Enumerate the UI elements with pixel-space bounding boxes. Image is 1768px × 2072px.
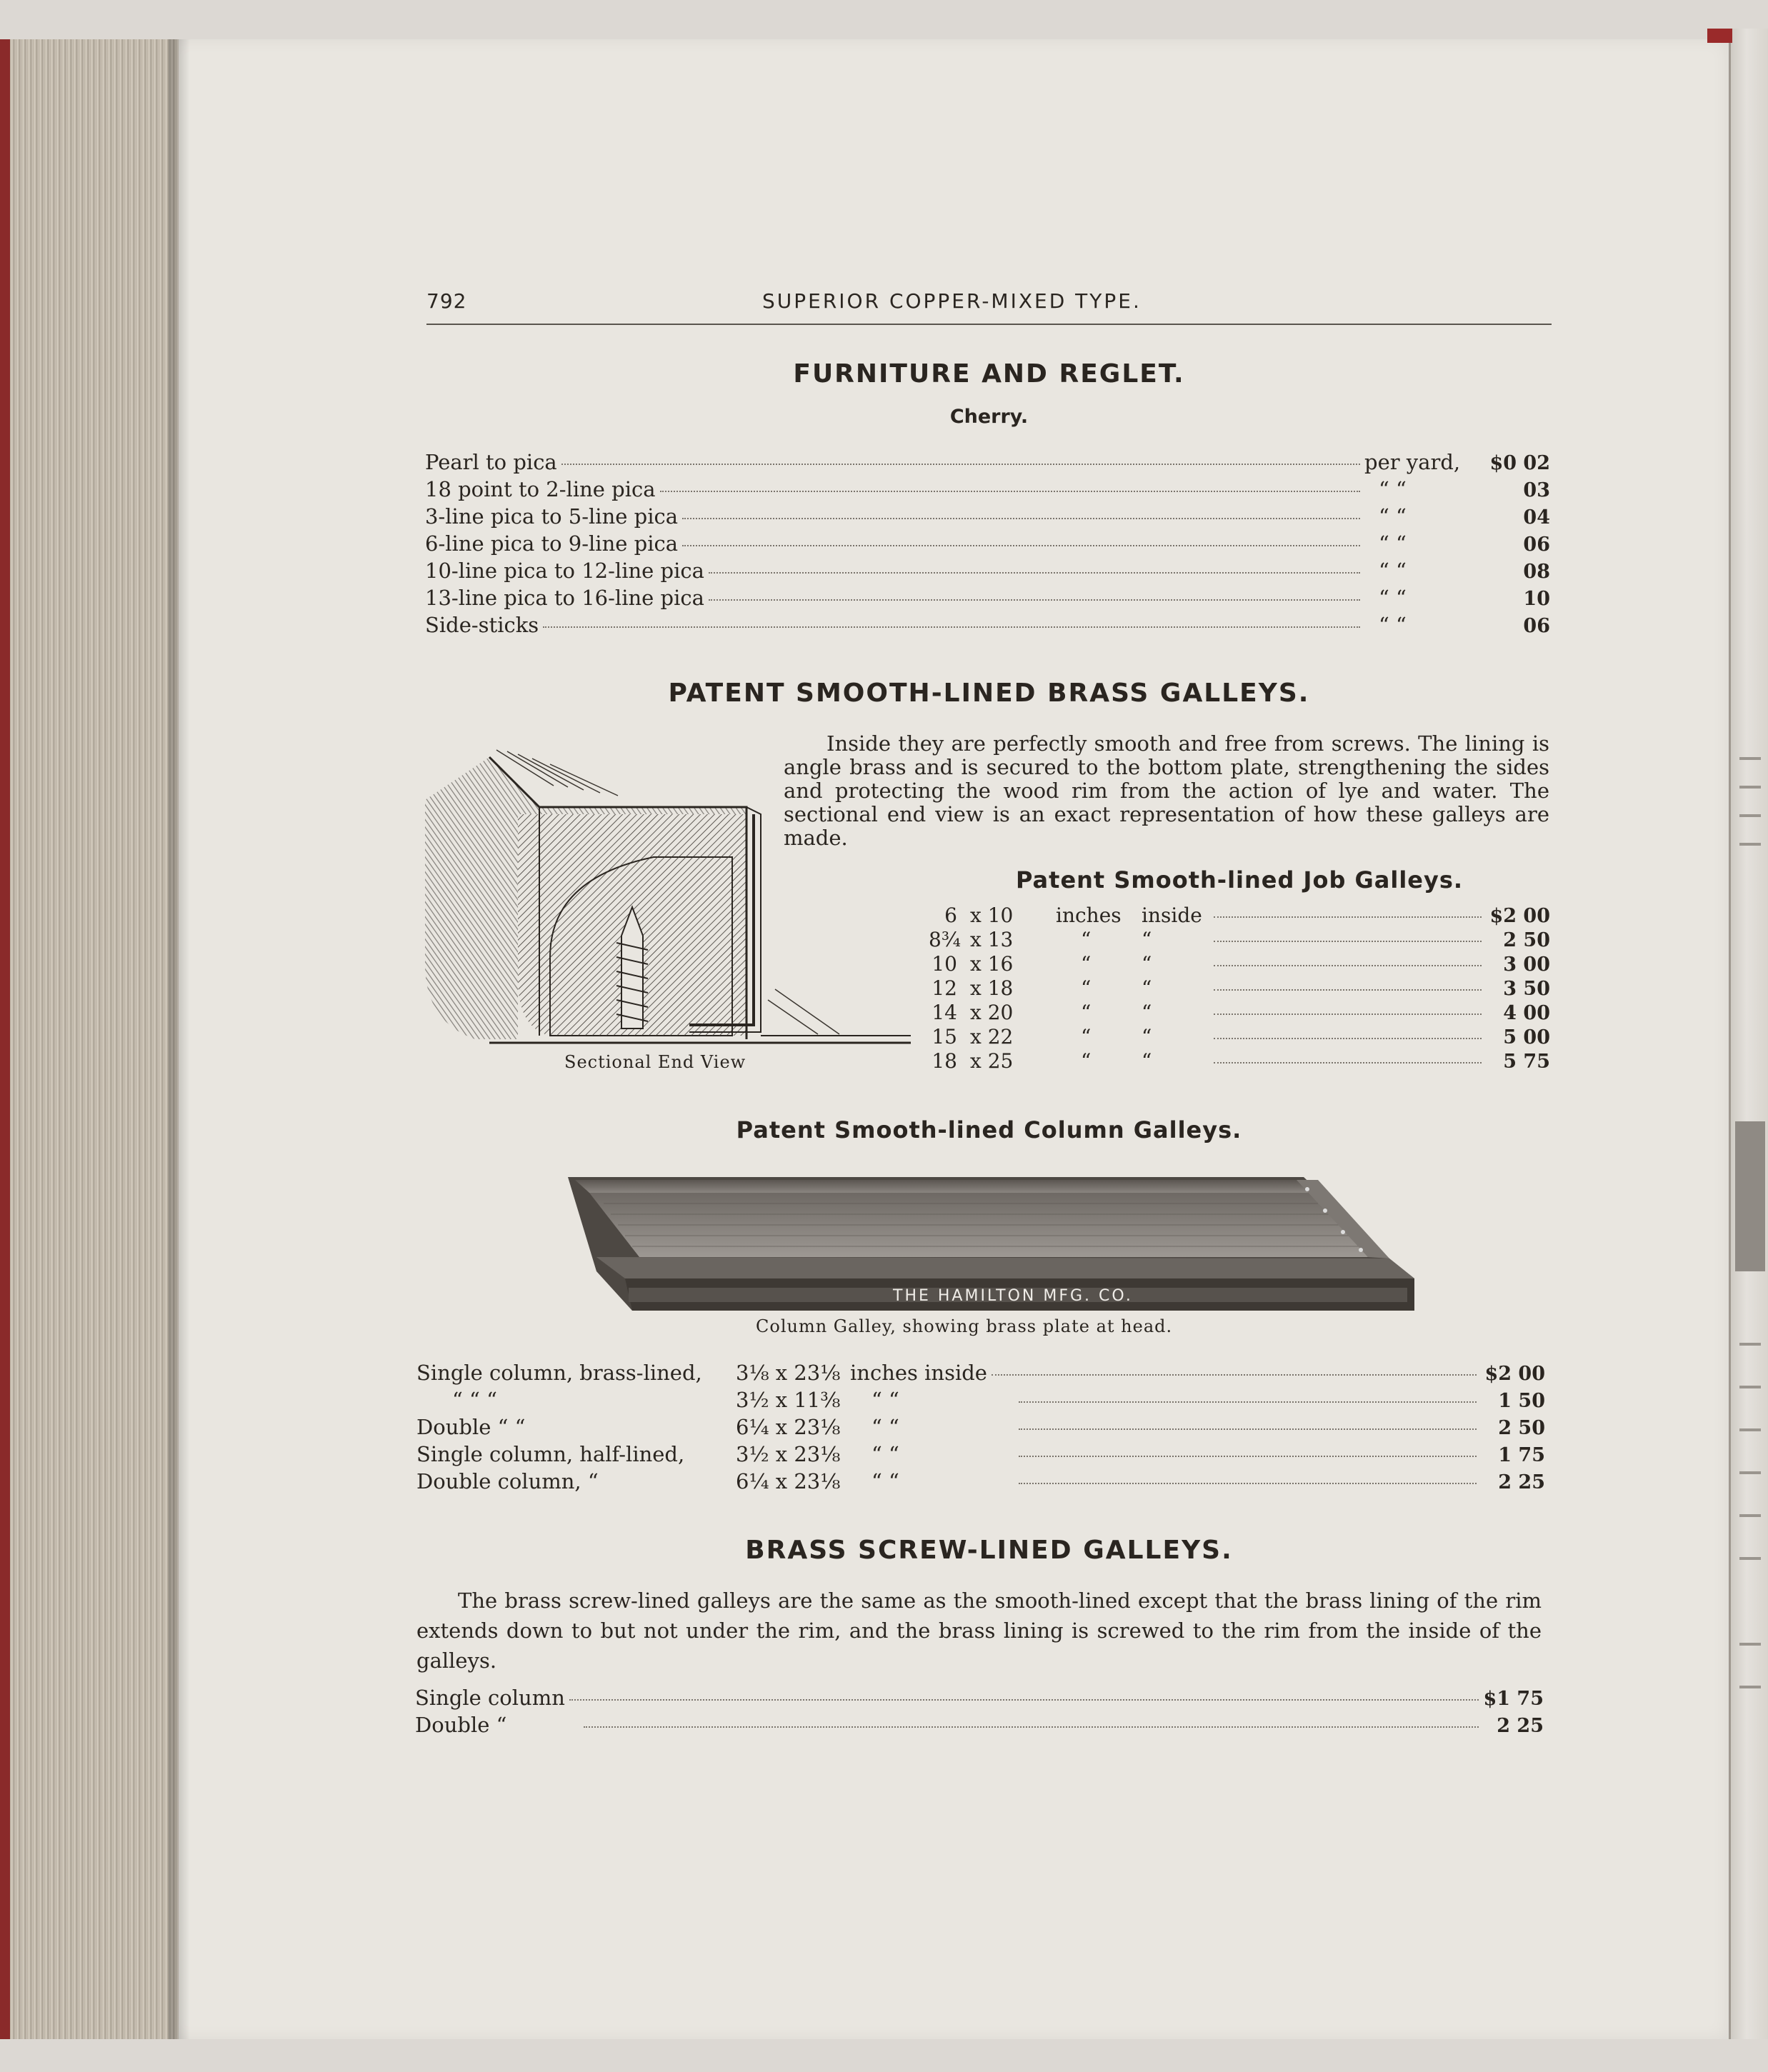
smooth-galleys-paragraph: Inside they are perfectly smooth and free from screws. The lining is angle brass and is secured to the bottom plate, strengthening the sides and protecting the wood rim from the action of lye and water. The sectional end view is an exact representation of how these galleys are made. <box>784 731 1549 850</box>
job-galley-row <box>929 1049 1550 1073</box>
job-galley-row <box>929 952 1550 976</box>
job-galleys-heading: Patent Smooth-lined Job Galleys. <box>1015 866 1464 894</box>
screw-price-row <box>415 1686 1544 1711</box>
column-size: 3½ x 11⅜ <box>736 1388 841 1412</box>
cherry-subheading: Cherry. <box>949 406 1029 428</box>
leader-dots <box>1214 916 1482 918</box>
row-label: Double “ <box>415 1713 507 1737</box>
galley-width: 10 <box>932 952 957 976</box>
galley-width: 12 <box>932 976 957 1000</box>
column-price: $2 00 <box>1484 1363 1545 1385</box>
galley-unit-2: “ <box>1142 1001 1152 1024</box>
row-price: 06 <box>1523 615 1550 637</box>
column-price: 1 75 <box>1498 1444 1545 1466</box>
price-row <box>425 504 1550 530</box>
row-price: $0 02 <box>1489 452 1550 474</box>
row-label: 3-line pica to 5-line pica <box>425 504 679 529</box>
galley-width: 15 <box>932 1025 957 1048</box>
column-galleys-heading: Patent Smooth-lined Column Galleys. <box>736 1116 1242 1143</box>
column-unit: “ “ <box>871 1388 899 1412</box>
galley-unit-2: “ <box>1142 1049 1152 1073</box>
galley-width: 18 <box>932 1049 957 1073</box>
leader-dots <box>1214 1038 1482 1039</box>
column-size: 3⅛ x 23⅛ <box>736 1361 841 1385</box>
leader-dots <box>709 572 1360 574</box>
galley-width: 6 <box>944 904 957 927</box>
page-number: 792 <box>426 289 467 313</box>
leader-dots <box>1214 1014 1482 1015</box>
leader-dots <box>543 626 1360 628</box>
row-unit: “ “ <box>1379 586 1407 610</box>
galley-price: 5 75 <box>1503 1051 1550 1073</box>
leader-dots <box>584 1726 1479 1728</box>
leader-dots <box>1019 1401 1477 1403</box>
row-unit: per yard, <box>1364 450 1461 474</box>
row-label: Side-sticks <box>425 613 539 637</box>
job-galley-row <box>929 1001 1550 1025</box>
sectional-view-caption: Sectional End View <box>564 1052 746 1072</box>
galley-unit-2: “ <box>1142 952 1152 976</box>
row-price: 04 <box>1523 506 1550 529</box>
column-galley-caption: Column Galley, showing brass plate at head. <box>756 1316 1173 1336</box>
column-desc: Double “ “ <box>416 1415 526 1439</box>
next-page-edge <box>1729 29 1768 2050</box>
job-galley-row <box>929 1025 1550 1049</box>
column-price: 2 25 <box>1498 1471 1545 1493</box>
column-size: 6¼ x 23⅛ <box>736 1415 841 1439</box>
row-price: $1 75 <box>1483 1688 1544 1710</box>
price-row <box>425 450 1550 476</box>
leader-dots <box>1019 1456 1477 1457</box>
galley-length: x 13 <box>970 928 1014 951</box>
galley-unit: “ <box>1081 1001 1092 1024</box>
galley-price: 3 00 <box>1503 954 1550 976</box>
screw-price-row <box>415 1713 1544 1738</box>
leader-dots <box>709 599 1360 601</box>
row-unit: “ “ <box>1379 504 1407 529</box>
row-label: Single column <box>415 1686 565 1710</box>
galley-unit: inches <box>1056 904 1122 927</box>
column-unit: “ “ <box>871 1442 899 1466</box>
row-unit: “ “ <box>1379 559 1407 583</box>
leader-dots <box>1214 941 1482 942</box>
column-unit: “ “ <box>871 1415 899 1439</box>
galley-length: x 25 <box>970 1049 1014 1073</box>
leader-dots <box>1214 989 1482 991</box>
column-galley-row <box>416 1442 1545 1468</box>
leader-dots <box>682 545 1360 546</box>
column-galley-row <box>416 1388 1545 1413</box>
column-desc: “ “ “ <box>452 1388 497 1412</box>
row-price: 08 <box>1523 561 1550 583</box>
row-label: Pearl to pica <box>425 450 557 474</box>
leader-dots <box>561 464 1360 465</box>
galley-maker-plate: THE HAMILTON MFG. CO. <box>893 1287 1133 1305</box>
leader-dots <box>682 518 1360 519</box>
galley-unit: “ <box>1081 976 1092 1000</box>
row-price: 06 <box>1523 534 1550 556</box>
furniture-heading: FURNITURE AND REGLET. <box>793 359 1185 389</box>
running-head <box>426 289 1552 325</box>
column-galley-row <box>416 1415 1545 1441</box>
column-unit: “ “ <box>871 1469 899 1493</box>
book-page-edges <box>0 39 179 2039</box>
scan-background-bottom <box>0 2039 1768 2072</box>
galley-width: 14 <box>932 1001 957 1024</box>
row-label: 6-line pica to 9-line pica <box>425 531 679 556</box>
galley-unit-2: “ <box>1142 1025 1152 1048</box>
leader-dots <box>660 491 1360 492</box>
galley-length: x 10 <box>970 904 1014 927</box>
galley-length: x 20 <box>970 1001 1014 1024</box>
job-galley-row <box>929 928 1550 952</box>
galley-price: 2 50 <box>1503 929 1550 951</box>
price-row <box>425 586 1550 611</box>
galley-price: 3 50 <box>1503 978 1550 1000</box>
column-size: 6¼ x 23⅛ <box>736 1469 841 1493</box>
galley-unit-2: inside <box>1142 904 1202 927</box>
row-label: 13-line pica to 16-line pica <box>425 586 704 610</box>
screw-galleys-heading: BRASS SCREW-LINED GALLEYS. <box>745 1536 1233 1565</box>
job-galley-row <box>929 904 1550 928</box>
row-price: 03 <box>1523 479 1550 501</box>
row-label: 18 point to 2-line pica <box>425 477 656 501</box>
smooth-galleys-heading: PATENT SMOOTH-LINED BRASS GALLEYS. <box>668 679 1310 708</box>
column-size: 3½ x 23⅛ <box>736 1442 841 1466</box>
price-row <box>425 477 1550 503</box>
row-unit: “ “ <box>1379 531 1407 556</box>
price-row <box>425 531 1550 557</box>
galley-unit: “ <box>1081 928 1092 951</box>
galley-unit-2: “ <box>1142 976 1152 1000</box>
galley-unit-2: “ <box>1142 928 1152 951</box>
leader-dots <box>1214 965 1482 966</box>
column-unit: inches inside <box>850 1361 987 1385</box>
galley-unit: “ <box>1081 1049 1092 1073</box>
leader-dots <box>992 1374 1477 1376</box>
column-desc: Single column, brass-lined, <box>416 1361 702 1385</box>
galley-width: 8¾ <box>929 928 961 951</box>
scan-background-top <box>0 0 1768 39</box>
galley-unit: “ <box>1081 952 1092 976</box>
running-title: SUPERIOR COPPER-MIXED TYPE. <box>762 289 1142 313</box>
leader-dots <box>569 1699 1479 1701</box>
column-price: 2 50 <box>1498 1417 1545 1439</box>
screw-galleys-paragraph: The brass screw-lined galleys are the same as the smooth-lined except that the brass lining of the rim extends down to but not under the rim, and the brass lining is screwed to the rim from the inside of the galleys. <box>416 1588 1542 1673</box>
leader-dots <box>1019 1483 1477 1484</box>
galley-length: x 18 <box>970 976 1014 1000</box>
galley-length: x 16 <box>970 952 1014 976</box>
column-desc: Single column, half-lined, <box>416 1442 685 1466</box>
column-galley-row <box>416 1469 1545 1495</box>
column-price: 1 50 <box>1498 1390 1545 1412</box>
row-unit: “ “ <box>1379 477 1407 501</box>
gutter-shadow <box>169 39 190 2039</box>
row-price: 10 <box>1523 588 1550 610</box>
galley-price: $2 00 <box>1489 905 1550 927</box>
column-desc: Double column, “ <box>416 1469 599 1493</box>
galley-unit: “ <box>1081 1025 1092 1048</box>
leader-dots <box>1214 1062 1482 1063</box>
row-label: 10-line pica to 12-line pica <box>425 559 704 583</box>
leader-dots <box>1019 1428 1477 1430</box>
row-price: 2 25 <box>1497 1715 1544 1737</box>
galley-price: 4 00 <box>1503 1002 1550 1024</box>
column-galley-row <box>416 1361 1545 1386</box>
price-row <box>425 559 1550 584</box>
book-cover-edge <box>1707 29 1732 43</box>
price-row <box>425 613 1550 639</box>
job-galley-row <box>929 976 1550 1001</box>
row-unit: “ “ <box>1379 613 1407 637</box>
galley-price: 5 00 <box>1503 1026 1550 1048</box>
galley-length: x 22 <box>970 1025 1014 1048</box>
